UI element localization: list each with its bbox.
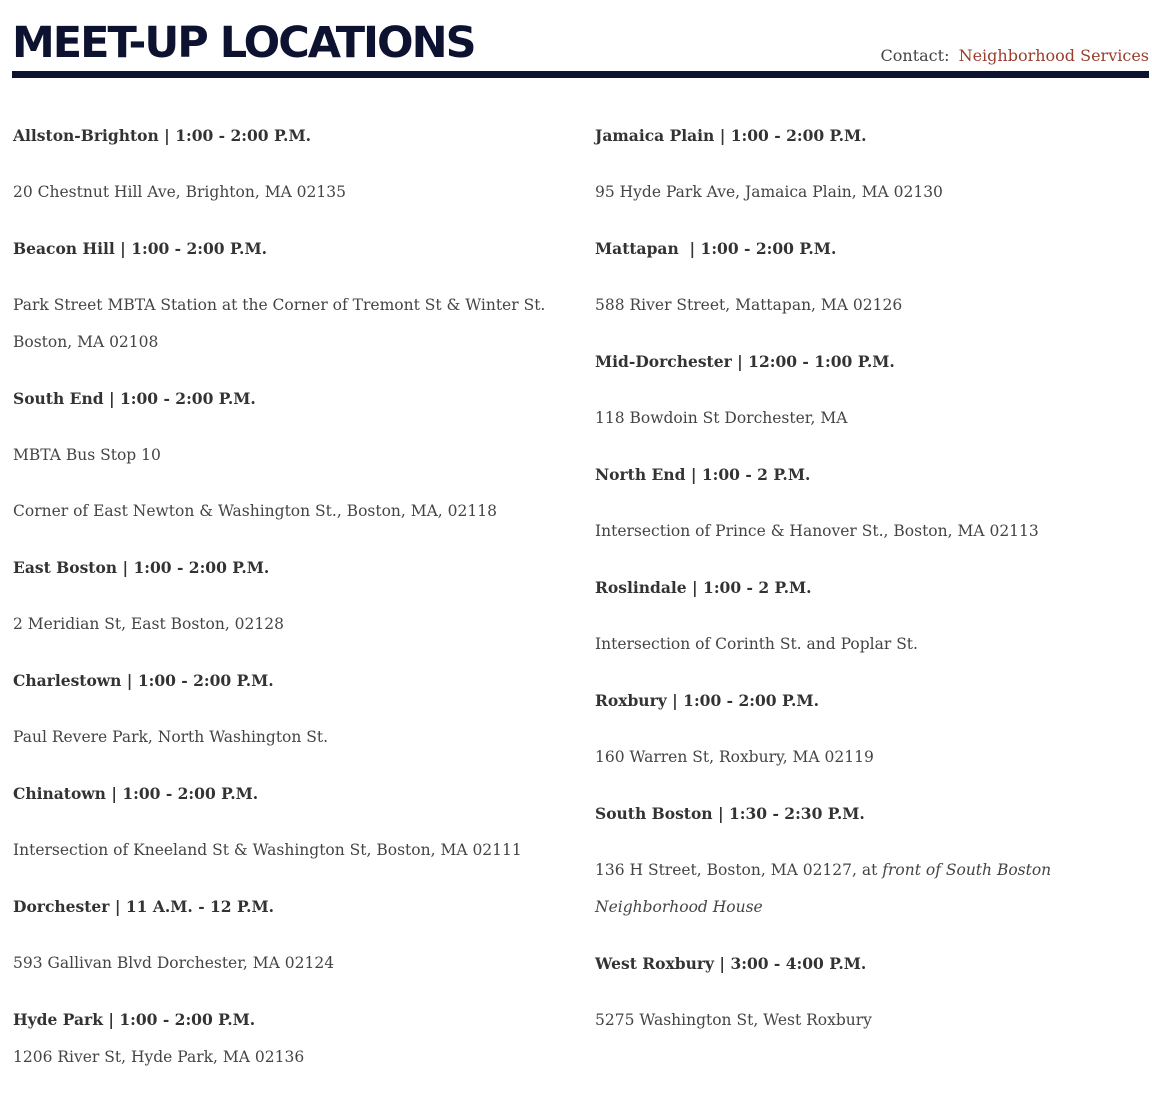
address-line: Corner of East Newton & Washington St., Boston, MA, 02118 — [13, 502, 497, 520]
location-address — [595, 852, 1147, 926]
contact-info — [881, 45, 1149, 67]
location-allston-brighton — [13, 117, 573, 211]
location-name: South Boston | 1:30 - 2:30 P.M. — [595, 804, 865, 823]
address-line: 95 Hyde Park Ave, Jamaica Plain, MA 02130 — [595, 183, 943, 201]
address-line: 1206 River St, Hyde Park, MA 02136 — [13, 1048, 305, 1066]
address-line: Intersection of Prince & Hanover St., Boston, MA 02113 — [595, 522, 1039, 540]
location-address — [595, 739, 1147, 776]
location-south-boston — [595, 795, 1147, 926]
location-address — [13, 719, 573, 756]
address-line: 20 Chestnut Hill Ave, Brighton, MA 02135 — [13, 183, 346, 201]
page-title: MEET-UP LOCATIONS — [12, 18, 475, 68]
address-line: 118 Bowdoin St Dorchester, MA — [595, 409, 848, 427]
location-east-boston — [13, 549, 573, 643]
neighborhood-services-link[interactable]: Neighborhood Services — [958, 46, 1149, 65]
location-address — [13, 493, 573, 530]
location-name: East Boston | 1:00 - 2:00 P.M. — [13, 558, 270, 577]
page-header — [12, 0, 1149, 80]
location-hyde-park — [13, 1001, 573, 1076]
location-name: Beacon Hill | 1:00 - 2:00 P.M. — [13, 239, 268, 258]
address-line: Intersection of Kneeland St & Washington St, Boston, MA 02111 — [13, 841, 522, 859]
header-divider — [12, 71, 1149, 78]
location-name: Allston-Brighton | 1:00 - 2:00 P.M. — [13, 126, 312, 145]
location-mid-dorchester — [595, 343, 1147, 437]
location-address — [595, 626, 1147, 663]
location-name: South End | 1:00 - 2:00 P.M. — [13, 389, 256, 408]
location-chinatown — [13, 775, 573, 869]
address-italic: front of South Boston Neighborhood House — [595, 861, 1052, 916]
address-line: 5275 Washington St, West Roxbury — [595, 1011, 872, 1029]
location-south-end — [13, 380, 573, 530]
location-name: West Roxbury | 3:00 - 4:00 P.M. — [595, 954, 867, 973]
right-locations-column — [595, 117, 1147, 1058]
address-plain: 136 H Street, Boston, MA 02127, at — [595, 861, 883, 879]
location-west-roxbury — [595, 945, 1147, 1039]
location-address — [13, 606, 573, 643]
address-line: 588 River Street, Mattapan, MA 02126 — [595, 296, 903, 314]
address-line: 160 Warren St, Roxbury, MA 02119 — [595, 748, 874, 766]
address-line: 2 Meridian St, East Boston, 02128 — [13, 615, 284, 633]
location-name: Mid-Dorchester | 12:00 - 1:00 P.M. — [595, 352, 895, 371]
location-address — [595, 174, 1147, 211]
location-address — [13, 1039, 573, 1076]
location-address — [595, 400, 1147, 437]
address-line: Paul Revere Park, North Washington St. — [13, 728, 329, 746]
address-line: 593 Gallivan Blvd Dorchester, MA 02124 — [13, 954, 335, 972]
location-name: Hyde Park | 1:00 - 2:00 P.M. — [13, 1010, 256, 1029]
location-name: Mattapan | 1:00 - 2:00 P.M. — [595, 239, 837, 258]
location-address — [595, 513, 1147, 550]
location-address — [13, 174, 573, 211]
location-name: Dorchester | 11 A.M. - 12 P.M. — [13, 897, 275, 916]
location-name: North End | 1:00 - 2 P.M. — [595, 465, 811, 484]
location-roslindale — [595, 569, 1147, 663]
location-address — [13, 287, 573, 361]
address-line: Park Street MBTA Station at the Corner of Tremont St & Winter St. Boston, MA 02108 — [13, 296, 546, 351]
left-locations-column — [13, 117, 573, 1076]
location-address — [595, 287, 1147, 324]
location-address — [595, 1002, 1147, 1039]
location-dorchester — [13, 888, 573, 982]
location-charlestown — [13, 662, 573, 756]
location-name: Roxbury | 1:00 - 2:00 P.M. — [595, 691, 819, 710]
location-name: Chinatown | 1:00 - 2:00 P.M. — [13, 784, 259, 803]
location-beacon-hill — [13, 230, 573, 361]
contact-label: Contact: — [880, 46, 950, 65]
location-name: Roslindale | 1:00 - 2 P.M. — [595, 578, 812, 597]
location-name: Jamaica Plain | 1:00 - 2:00 P.M. — [595, 126, 867, 145]
location-name: Charlestown | 1:00 - 2:00 P.M. — [13, 671, 274, 690]
location-address — [13, 832, 573, 869]
location-north-end — [595, 456, 1147, 550]
location-roxbury — [595, 682, 1147, 776]
location-address — [13, 437, 573, 474]
location-address — [13, 945, 573, 982]
address-line: Intersection of Corinth St. and Poplar St. — [595, 635, 918, 653]
location-mattapan — [595, 230, 1147, 324]
address-line: MBTA Bus Stop 10 — [13, 446, 161, 464]
location-jamaica-plain — [595, 117, 1147, 211]
